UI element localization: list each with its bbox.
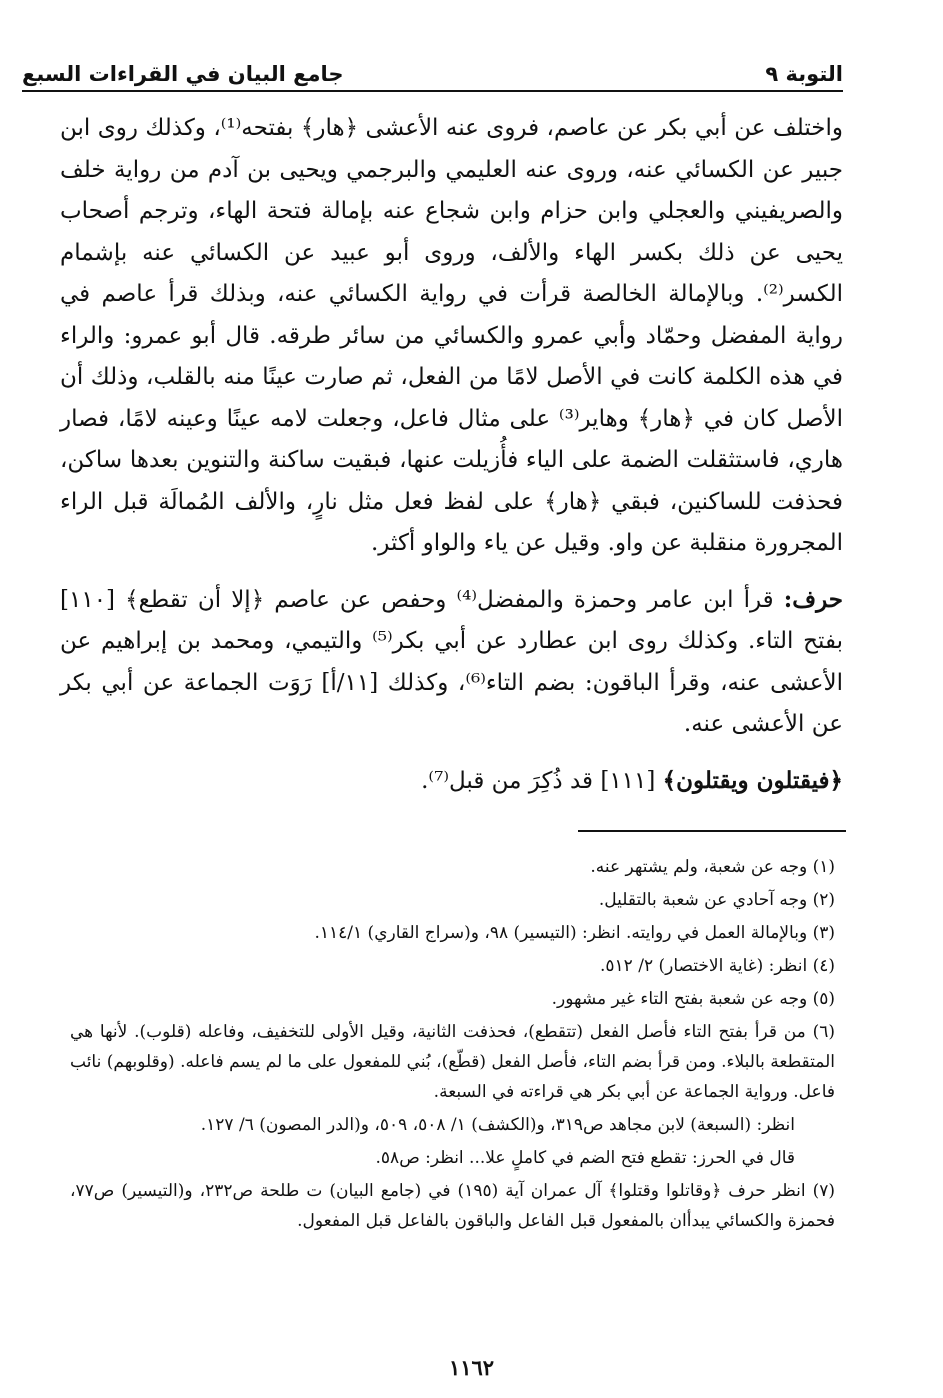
paragraph-3-text: [١١١] قد ذُكِرَ من قبل⁽⁷⁾. — [421, 767, 663, 794]
footnote-4: (٤) انظر: (غاية الاختصار) ٢/ ٥١٢. — [600, 956, 835, 976]
footnote-2: (٢) وجه آحادي عن شعبة بالتقليل. — [598, 890, 835, 910]
running-header — [22, 52, 843, 86]
header-rule — [22, 90, 843, 92]
footnote-6-hirz: قال في الحرز: تقطع فتح الضم في كاملٍ علا... انظر: ص٥٨. — [375, 1148, 795, 1168]
paragraph-2 — [60, 579, 843, 746]
paragraph-2-text: قرأ ابن عامر وحمزة والمفضل⁽⁴⁾ وحفص عن عاصم ﴿إلا أن تقطع﴾ [١١٠] بفتح التاء. وكذلك روى ابن عطارد عن أبي بكر⁽⁵⁾ والتيمي، ومحمد بن إبراهيم عن الأعشى عنه، وقرأ الباقون: بضم التاء⁽⁶⁾، وكذلك [١١/أ] رَوَت الجماعة عن أبي بكر عن الأعشى عنه. — [60, 586, 844, 737]
footnote-1: (١) وجه عن شعبة، ولم يشتهر عنه. — [590, 857, 835, 877]
main-text — [60, 108, 843, 802]
paragraph-3 — [60, 760, 843, 803]
footnotes — [70, 852, 835, 1239]
paragraph-1: واختلف عن أبي بكر عن عاصم، فروى عنه الأعشى ﴿هار﴾ بفتحه⁽¹⁾، وكذلك روى ابن جبير عن الكسائي عنه، وروى عنه العليمي والبرجمي ويحيى بن آدم من رواية خلف والصريفيني والعجلي وابن حزام وابن شجاع عنه بإمالة فتحة الهاء، وترجم أصحاب يحيى عن ذلك بكسر الهاء والألف، وروى أبو عبيد عن الكسائي عنه بإشمام الكسر⁽²⁾. وبالإمالة الخالصة قرأت في رواية الكسائي عنه، وبذلك قرأ عاصم في رواية المفضل وحمّاد وأبي عمرو والكسائي من سائر طرقه. قال أبو عمرو: والراء في هذه الكلمة كانت في الأصل لامًا من الفعل، ثم صارت عينًا منه بالقلب، وذلك أن الأصل كان في ﴿هار﴾ وهاير⁽³⁾ على مثال فاعل، وجعلت لامه عينًا وعينه لامًا، فصار هاري، فاستثقلت الضمة على الياء فأُزيلت عنها، فبقيت ساكنة والتنوين بعدها ساكن، فحذفت للساكنين، فبقي ﴿هار﴾ على لفظ فعل مثل نارٍ، والألف المُمالَة قبل الراء المجرورة منقلبة عن واو. وقيل عن ياء والواو أكثر. — [60, 115, 844, 556]
footnote-6: (٦) من قرأ بفتح التاء فأصل الفعل (تتقطع)، فحذفت الثانية، وقيل الأولى للتخفيف، وفاعله (قلوب). لأنها هي المتقطعة بالبلاء. ومن قرأ بضم التاء، فأصل الفعل (قطّع)، بُني للمفعول على ما لم يسم فاعله. (وقلوبهم) نائب فاعل. ورواية الجماعة عن أبي بكر هي قراءته في السبعة. — [70, 1022, 835, 1102]
page-number: ١١٦٢ — [448, 1355, 495, 1380]
footnote-rule — [578, 830, 846, 832]
book-title: جامع البيان في القراءات السبع — [22, 62, 344, 86]
footnote-6-sources: انظر: (السبعة) لابن مجاهد ص٣١٩، و(الكشف) ١/ ٥٠٨، ٥٠٩، و(الدر المصون) ٦/ ١٢٧. — [200, 1115, 795, 1135]
harf-label: حرف: — [783, 585, 844, 613]
footnote-3: (٣) وبالإمالة العمل في روايته. انظر: (التيسير) ٩٨، و(سراج القاري) ١١٤/١. — [314, 923, 835, 943]
footnote-5: (٥) وجه عن شعبة بفتح التاء غير مشهور. — [551, 989, 835, 1009]
quran-phrase: ﴿فيقتلون ويقتلون﴾ — [662, 766, 843, 794]
chapter-label: التوبة ٩ — [765, 62, 843, 86]
footnote-7: (٧) انظر حرف ﴿وقاتلوا وقتلوا﴾ آل عمران آية (١٩٥) في (جامع البيان) ت طلحة ص٢٣٢، و(التيسير) ص٧٧، فحمزة والكسائي يبدأان بالمفعول قبل الفاعل والباقون بالفاعل قبل المفعول. — [70, 1181, 836, 1231]
